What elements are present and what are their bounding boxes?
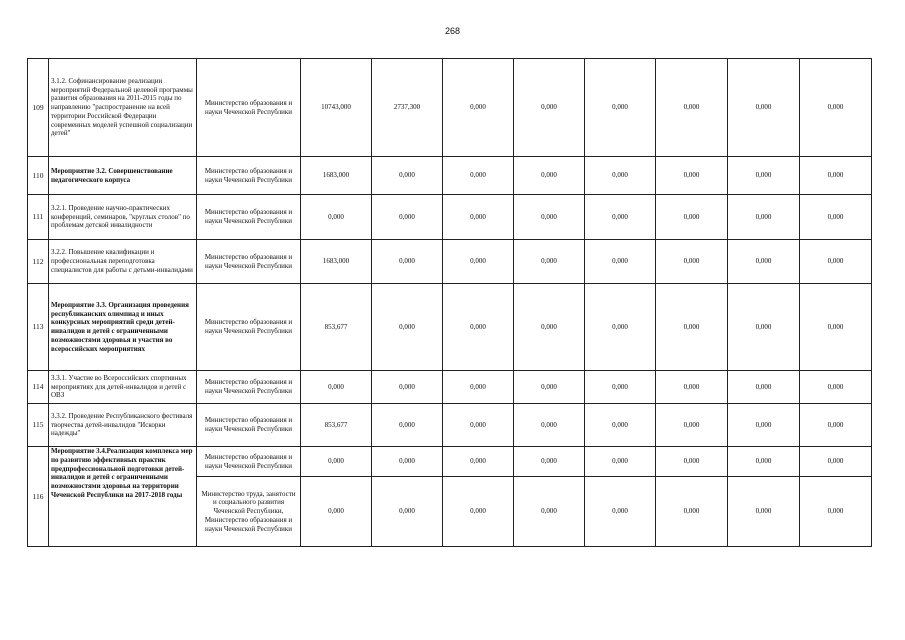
row-number: 115: [28, 404, 49, 447]
value-cell: 0,000: [443, 59, 514, 157]
value-cell: 0,000: [514, 157, 585, 195]
value-cell: 0,000: [800, 447, 872, 477]
value-cell: 0,000: [656, 284, 728, 371]
value-cell: 0,000: [585, 477, 656, 547]
row-number: 111: [28, 195, 49, 240]
row-number: 109: [28, 59, 49, 157]
value-cell: 0,000: [656, 195, 728, 240]
activity-description: 3.2.2. Повышение квалификации и профессиональная переподготовка специалистов для работы с детьми-инвалидами: [49, 240, 197, 284]
row-number: 113: [28, 284, 49, 371]
value-cell: 0,000: [514, 477, 585, 547]
value-cell: 0,000: [372, 477, 443, 547]
value-cell: 0,000: [728, 195, 800, 240]
row-number: 114: [28, 371, 49, 404]
table-row: [28, 157, 872, 195]
value-cell: 0,000: [728, 157, 800, 195]
value-cell: 0,000: [585, 157, 656, 195]
value-cell: 0,000: [800, 404, 872, 447]
table-row: [28, 59, 872, 157]
value-cell: 853,677: [301, 284, 372, 371]
value-cell: 0,000: [443, 477, 514, 547]
value-cell: 0,000: [443, 240, 514, 284]
value-cell: 0,000: [301, 447, 372, 477]
value-cell: 0,000: [301, 371, 372, 404]
value-cell: 0,000: [372, 157, 443, 195]
activity-description: Мероприятие 3.4.Реализация комплекса мер по развитию эффективных практик предпрофессиональной подготовки детей-инвалидов и детей с ограниченными возможностями здоровья на территории Чеченской Республики на 2017-2018 годы: [49, 447, 197, 547]
value-cell: 0,000: [800, 59, 872, 157]
value-cell: 0,000: [301, 477, 372, 547]
executor-cell: Министерство образования и науки Чеченской Республики: [197, 59, 301, 157]
value-cell: 0,000: [800, 240, 872, 284]
value-cell: 0,000: [656, 157, 728, 195]
value-cell: 0,000: [585, 284, 656, 371]
executor-cell: Министерство образования и науки Чеченской Республики: [197, 157, 301, 195]
value-cell: 0,000: [728, 447, 800, 477]
value-cell: 0,000: [728, 59, 800, 157]
executor-cell: Министерство образования и науки Чеченской Республики: [197, 371, 301, 404]
value-cell: 0,000: [443, 404, 514, 447]
value-cell: 0,000: [443, 447, 514, 477]
value-cell: 0,000: [585, 404, 656, 447]
value-cell: 0,000: [656, 404, 728, 447]
value-cell: 0,000: [585, 447, 656, 477]
value-cell: 0,000: [514, 404, 585, 447]
table-row: [28, 404, 872, 447]
value-cell: 0,000: [443, 371, 514, 404]
activity-description: 3.3.1. Участие во Всероссийских спортивных мероприятиях для детей-инвалидов и детей с ОВЗ: [49, 371, 197, 404]
executor-cell: Министерство образования и науки Чеченской Республики: [197, 195, 301, 240]
value-cell: 0,000: [514, 371, 585, 404]
table-row: [28, 240, 872, 284]
value-cell: 0,000: [514, 240, 585, 284]
value-cell: 0,000: [656, 371, 728, 404]
value-cell: 0,000: [800, 195, 872, 240]
value-cell: 0,000: [372, 240, 443, 284]
value-cell: 0,000: [656, 240, 728, 284]
value-cell: 0,000: [372, 284, 443, 371]
value-cell: 0,000: [800, 371, 872, 404]
value-cell: 0,000: [585, 371, 656, 404]
value-cell: 0,000: [585, 240, 656, 284]
value-cell: 0,000: [372, 195, 443, 240]
executor-cell: Министерство образования и науки Чеченской Республики: [197, 240, 301, 284]
value-cell: 0,000: [301, 195, 372, 240]
value-cell: 1683,000: [301, 157, 372, 195]
page-number: 268: [444, 26, 461, 36]
activity-description: Мероприятие 3.2. Совершенствование педагогического корпуса: [49, 157, 197, 195]
table-row: [28, 371, 872, 404]
value-cell: 0,000: [443, 195, 514, 240]
value-cell: 0,000: [372, 404, 443, 447]
table-row: [28, 195, 872, 240]
value-cell: 0,000: [728, 240, 800, 284]
activity-description: 3.1.2. Софинансирование реализации мероприятий Федеральной целевой программы развития образования на 2011-2015 годы по направлению "распространение на всей территории Российской Федерации современных моделей успешной социализации детей": [49, 59, 197, 157]
activity-description: 3.2.1. Проведение научно-практических конференций, семинаров, "круглых столов" по проблемам детской инвалидности: [49, 195, 197, 240]
value-cell: 0,000: [443, 284, 514, 371]
value-cell: 0,000: [728, 371, 800, 404]
value-cell: 0,000: [372, 447, 443, 477]
budget-table: [27, 58, 872, 547]
table-row: [28, 284, 872, 371]
activity-description: Мероприятие 3.3. Организация проведения республиканских олимпиад и иных конкурсных мероприятий среди детей-инвалидов и детей с ограниченными возможностями здоровья и участия во всероссийских мероприятиях: [49, 284, 197, 371]
row-number: 110: [28, 157, 49, 195]
table-row: [28, 447, 872, 477]
value-cell: 0,000: [514, 195, 585, 240]
value-cell: 0,000: [656, 447, 728, 477]
value-cell: 0,000: [800, 477, 872, 547]
value-cell: 0,000: [585, 59, 656, 157]
value-cell: 0,000: [372, 371, 443, 404]
value-cell: 0,000: [514, 447, 585, 477]
executor-cell: Министерство образования и науки Чеченской Республики: [197, 284, 301, 371]
value-cell: 0,000: [585, 195, 656, 240]
value-cell: 0,000: [800, 284, 872, 371]
value-cell: 853,677: [301, 404, 372, 447]
value-cell: 2737,300: [372, 59, 443, 157]
activity-description: 3.3.2. Проведение Республиканского фестиваля творчества детей-инвалидов "Искорки надежды": [49, 404, 197, 447]
value-cell: 0,000: [728, 477, 800, 547]
executor-cell: Министерство образования и науки Чеченской Республики: [197, 404, 301, 447]
value-cell: 0,000: [728, 404, 800, 447]
row-number: 116: [28, 447, 49, 547]
value-cell: 0,000: [656, 477, 728, 547]
value-cell: 0,000: [656, 59, 728, 157]
row-number: 112: [28, 240, 49, 284]
executor-cell: Министерство труда, занятости и социального развития Чеченской Республики, Министерство образования и науки Чеченской Республики: [197, 477, 301, 547]
value-cell: 0,000: [800, 157, 872, 195]
value-cell: 0,000: [514, 59, 585, 157]
value-cell: 0,000: [514, 284, 585, 371]
value-cell: 0,000: [443, 157, 514, 195]
value-cell: 10743,000: [301, 59, 372, 157]
value-cell: 0,000: [728, 284, 800, 371]
value-cell: 1683,000: [301, 240, 372, 284]
executor-cell: Министерство образования и науки Чеченской Республики: [197, 447, 301, 477]
